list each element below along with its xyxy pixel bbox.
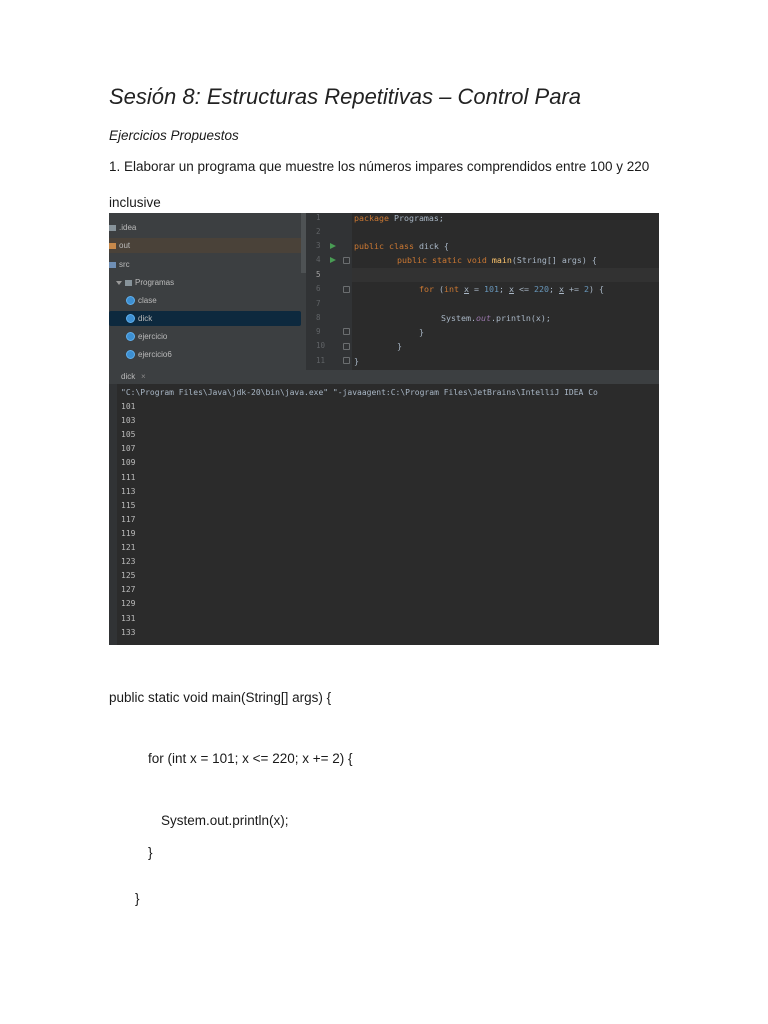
- exercise-text-continued: inclusive: [109, 195, 161, 210]
- line-number: 4: [316, 255, 321, 264]
- code-field: out: [475, 313, 491, 323]
- code-number: 2: [583, 284, 589, 294]
- code-text: }: [419, 327, 424, 337]
- code-text: .println(x);: [490, 313, 551, 323]
- java-class-icon: [126, 332, 135, 341]
- line-number: 1: [316, 213, 321, 222]
- console-output-line: 111: [121, 472, 136, 482]
- console-output-line: 115: [121, 500, 136, 510]
- source-folder-icon: [109, 262, 116, 268]
- code-variable: x: [558, 284, 564, 294]
- fold-icon[interactable]: [343, 357, 350, 364]
- code-line: [419, 282, 659, 296]
- expand-arrow-icon[interactable]: [116, 281, 122, 285]
- console-output-line: 125: [121, 571, 136, 581]
- line-number: 5: [316, 270, 321, 279]
- fold-icon[interactable]: [343, 257, 350, 264]
- code-keyword: for: [419, 284, 434, 294]
- tree-item-label: out: [119, 241, 131, 250]
- code-text: +=: [563, 284, 584, 294]
- code-variable: x: [509, 284, 514, 294]
- code-editor[interactable]: [352, 213, 659, 370]
- code-line: [354, 213, 659, 225]
- tree-item-label: clase: [138, 296, 157, 305]
- code-text: System.: [441, 313, 476, 323]
- code-text: ) {: [588, 284, 604, 294]
- tree-item-class[interactable]: [109, 347, 301, 362]
- code-line: [354, 354, 659, 368]
- code-listing-line: }: [135, 891, 140, 906]
- console-output-line: 107: [121, 444, 136, 454]
- run-tool-window-tab[interactable]: [109, 370, 659, 385]
- console-output-line: 123: [121, 557, 136, 567]
- code-text: }: [397, 341, 402, 351]
- java-class-icon: [126, 296, 135, 305]
- line-number: 3: [316, 241, 321, 250]
- exercise-text: 1. Elaborar un programa que muestre los números impares comprendidos entre 100 y 220: [109, 159, 650, 174]
- line-number: 8: [316, 313, 321, 322]
- code-line: [397, 339, 659, 353]
- line-number: 7: [316, 299, 321, 308]
- tree-item-label: ejercicio6: [138, 350, 172, 359]
- console-output-line: 109: [121, 458, 136, 468]
- folder-icon: [109, 225, 116, 231]
- code-keyword: int: [444, 284, 459, 294]
- console-output-line: 131: [121, 613, 136, 623]
- code-line: [419, 325, 659, 339]
- console-toolbar-strip: [109, 384, 117, 645]
- project-panel: [109, 213, 306, 370]
- code-text: Programas;: [388, 213, 444, 223]
- tree-item-src[interactable]: [109, 257, 301, 272]
- line-number: 10: [316, 341, 326, 350]
- tree-item-idea[interactable]: [109, 220, 301, 235]
- tree-item-label: ejercicio: [138, 332, 168, 341]
- run-console: [109, 384, 659, 645]
- code-text: =: [469, 284, 484, 294]
- code-text: (: [434, 284, 444, 294]
- code-listing-line: public static void main(String[] args) {: [109, 690, 332, 705]
- package-icon: [125, 280, 132, 286]
- console-output-line: 113: [121, 486, 136, 496]
- close-icon[interactable]: ×: [141, 372, 146, 381]
- code-line-current: [352, 268, 659, 282]
- java-class-icon: [126, 314, 135, 323]
- tree-item-label: Programas: [135, 278, 175, 287]
- line-number: 6: [316, 284, 321, 293]
- console-command-line: "C:\Program Files\Java\jdk-20\bin\java.exe" "-javaagent:C:\Program Files\JetBrains\IntelliJ IDEA Co: [121, 388, 598, 397]
- console-output-line: 129: [121, 599, 136, 609]
- fold-icon[interactable]: [343, 286, 350, 293]
- tree-item-out[interactable]: [109, 238, 301, 253]
- code-keyword: package: [354, 213, 389, 223]
- code-keyword: public static void: [397, 255, 487, 265]
- code-text: (String[] args) {: [511, 255, 597, 265]
- code-text: <=: [514, 284, 534, 294]
- run-icon[interactable]: [330, 257, 336, 263]
- code-variable: x: [464, 284, 469, 294]
- code-listing-line: }: [148, 845, 153, 860]
- code-line: [441, 311, 659, 325]
- tree-item-class-selected[interactable]: [109, 311, 301, 326]
- line-number: 2: [316, 227, 321, 236]
- java-class-icon: [126, 350, 135, 359]
- console-output-line: 119: [121, 528, 136, 538]
- code-listing-line: for (int x = 101; x <= 220; x += 2) {: [148, 751, 353, 766]
- code-number: 220: [533, 284, 549, 294]
- tree-item-programas[interactable]: [109, 275, 308, 290]
- line-number: 9: [316, 327, 321, 336]
- document-title: Sesión 8: Estructuras Repetitivas – Control Para: [109, 84, 582, 109]
- code-text: dick {: [413, 241, 449, 251]
- console-output-line: 127: [121, 585, 136, 595]
- ide-screenshot: [109, 213, 659, 645]
- tree-item-label: src: [119, 260, 130, 269]
- document-subtitle: Ejercicios Propuestos: [109, 128, 239, 143]
- console-output-line: 105: [121, 430, 136, 440]
- code-line: [354, 239, 659, 253]
- console-output-line: 121: [121, 543, 136, 552]
- tree-item-label: .idea: [119, 223, 137, 232]
- code-function: main: [491, 255, 512, 265]
- folder-icon: [109, 243, 116, 249]
- code-text: ;: [499, 284, 509, 294]
- code-number: 101: [484, 284, 499, 294]
- code-listing-line: System.out.println(x);: [161, 813, 289, 828]
- console-output-line: 133: [121, 627, 136, 637]
- console-output-line: 117: [121, 514, 136, 524]
- code-keyword: public class: [354, 241, 414, 251]
- run-icon[interactable]: [330, 243, 336, 249]
- fold-icon[interactable]: [343, 328, 350, 335]
- line-number: 11: [316, 356, 326, 365]
- fold-icon[interactable]: [343, 343, 350, 350]
- ide-editor-area: [109, 213, 659, 370]
- tree-item-label: dick: [138, 314, 153, 323]
- tree-item-class[interactable]: [109, 293, 301, 308]
- code-line: [397, 253, 659, 267]
- tree-item-class[interactable]: [109, 329, 301, 344]
- console-output-line: 101: [121, 402, 136, 411]
- editor-gutter: [306, 213, 352, 370]
- code-text: ;: [548, 284, 559, 294]
- run-tab-label: dick: [121, 372, 136, 381]
- console-output-line: 103: [121, 416, 136, 426]
- code-text: }: [354, 356, 359, 366]
